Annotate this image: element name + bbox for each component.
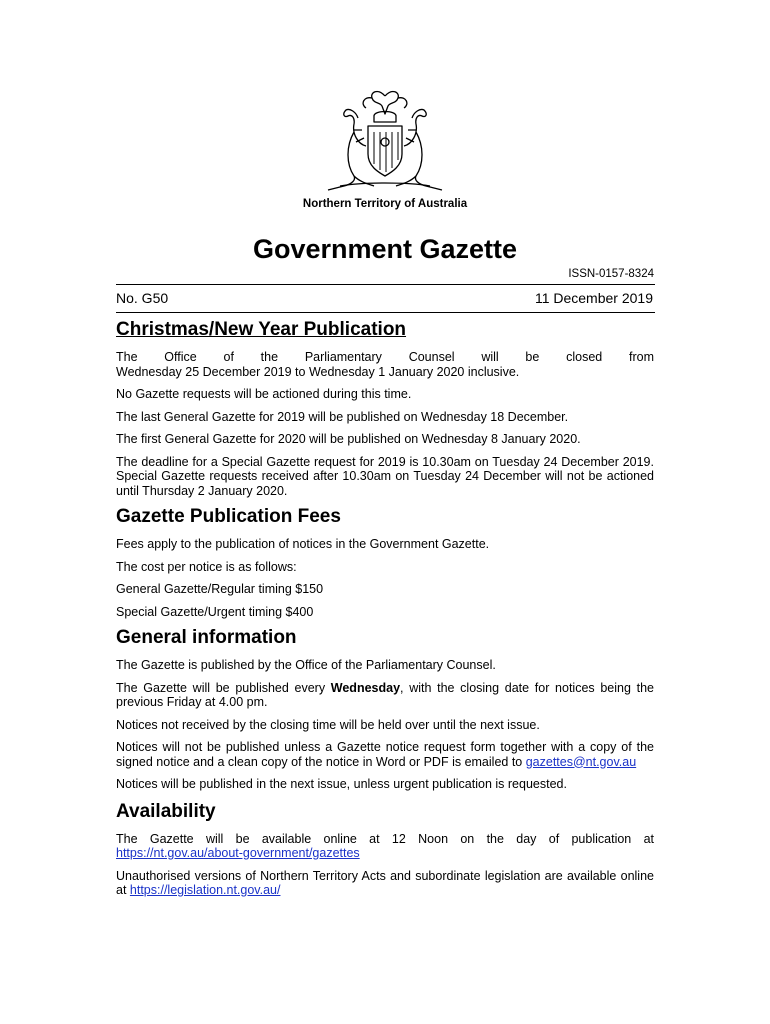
availability-online <box>116 832 654 861</box>
availability-online-text: The Gazette will be available online at 12 Noon on the day of publication at <box>116 831 654 846</box>
christmas-closure-line2: Wednesday 25 December 2019 to Wednesday 1 January 2020 inclusive. <box>116 364 520 379</box>
gazette-body <box>116 318 654 898</box>
christmas-last-gazette: The last General Gazette for 2019 will be published on Wednesday 18 December. <box>116 409 569 424</box>
issn-number: ISSN-0157-8324 <box>568 268 654 280</box>
header-rule-bottom <box>116 312 655 313</box>
heading-general: General information <box>116 627 297 648</box>
heading-fees: Gazette Publication Fees <box>116 506 341 527</box>
header-rule-top <box>116 284 655 285</box>
availability-legislation-text: Unauthorised versions of Northern Territory Acts and subordinate legislation are available online at <box>116 868 654 897</box>
christmas-no-requests: No Gazette requests will be actioned during this time. <box>116 387 412 401</box>
general-schedule <box>116 681 654 710</box>
nt-coat-of-arms-icon <box>312 86 458 198</box>
fees-cost-label: The cost per notice is as follows: <box>116 559 297 574</box>
christmas-first-gazette: The first General Gazette for 2020 will be published on Wednesday 8 January 2020. <box>116 432 581 446</box>
gazette-title: Government Gazette <box>252 234 518 264</box>
availability-legislation <box>116 869 654 898</box>
legislation-link[interactable]: https://legislation.nt.gov.au/ <box>129 883 281 897</box>
gazette-number: No. G50 <box>116 290 169 306</box>
christmas-special-deadline: The deadline for a Special Gazette request for 2019 is 10.30am on Tuesday 24 December 2019. Special Gazette requests received after 10.30am on Tuesday 24 December will not be actioned until Thursday 2 January 2020. <box>116 454 654 498</box>
christmas-closure-line1: The Office of the Parliamentary Counsel will be closed from <box>116 350 654 364</box>
general-schedule-pre: The Gazette will be published every <box>116 680 331 695</box>
general-submission <box>116 740 654 769</box>
territory-name: Northern Territory of Australia <box>302 198 468 210</box>
heading-christmas: Christmas/New Year Publication <box>116 319 407 340</box>
general-held-over: Notices not received by the closing time will be held over until the next issue. <box>116 717 540 732</box>
fees-special: Special Gazette/Urgent timing $400 <box>116 604 314 619</box>
fees-general: General Gazette/Regular timing $150 <box>116 582 324 596</box>
gazette-date: 11 December 2019 <box>534 290 653 306</box>
gazettes-link[interactable]: https://nt.gov.au/about-government/gazettes <box>116 846 360 860</box>
christmas-closure-notice <box>116 350 654 379</box>
general-publisher: The Gazette is published by the Office of the Parliamentary Counsel. <box>116 658 496 672</box>
general-schedule-post: , with the closing date for notices being the previous Friday at 4.00 pm. <box>116 680 654 709</box>
email-link[interactable]: gazettes@nt.gov.au <box>525 754 637 769</box>
heading-availability: Availability <box>116 800 216 822</box>
general-schedule-day: Wednesday <box>330 680 401 695</box>
fees-intro: Fees apply to the publication of notices in the Government Gazette. <box>116 537 490 551</box>
general-submission-text: Notices will not be published unless a Gazette notice request form together with a copy of the signed notice and a clean copy of the notice in Word or PDF is emailed to <box>116 740 654 769</box>
general-next-issue: Notices will be published in the next issue, unless urgent publication is requested. <box>116 777 567 791</box>
